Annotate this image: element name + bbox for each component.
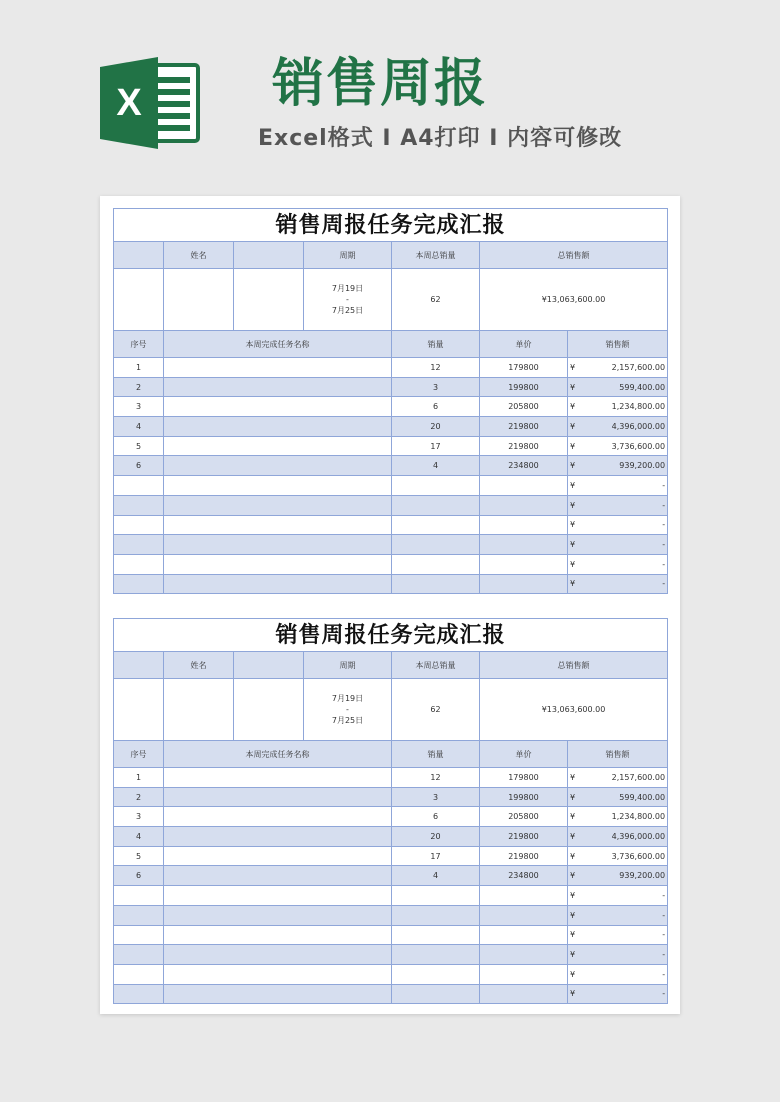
qty-cell[interactable]: 4 — [392, 866, 480, 886]
currency-symbol: ¥ — [570, 540, 576, 550]
sales-cell[interactable] — [568, 417, 668, 437]
task-cell[interactable] — [164, 417, 392, 437]
task-cell[interactable] — [164, 886, 392, 906]
seq-cell[interactable] — [114, 574, 164, 594]
qty-cell[interactable] — [392, 535, 480, 555]
column-header-task: 本周完成任务名称 — [164, 741, 392, 768]
period-separator: - — [346, 705, 349, 714]
seq-cell[interactable]: 2 — [114, 377, 164, 397]
price-cell[interactable] — [480, 476, 568, 496]
sales-cell[interactable] — [568, 574, 668, 594]
report-title: 销售周报任务完成汇报 — [114, 619, 668, 652]
sales-amount: - — [662, 969, 666, 979]
total-sales-label: 总销售额 — [480, 242, 668, 269]
sales-cell[interactable] — [568, 905, 668, 925]
task-cell[interactable] — [164, 495, 392, 515]
task-cell[interactable] — [164, 456, 392, 476]
qty-cell[interactable] — [392, 905, 480, 925]
qty-cell[interactable]: 20 — [392, 417, 480, 437]
name-value-cell[interactable] — [164, 269, 234, 331]
sales-amount: 2,157,600.00 — [611, 362, 666, 372]
task-cell[interactable] — [164, 377, 392, 397]
column-header-sales: 销售额 — [568, 331, 668, 358]
task-cell[interactable] — [164, 768, 392, 788]
sales-cell[interactable] — [568, 945, 668, 965]
seq-cell[interactable]: 4 — [114, 417, 164, 437]
total-sales-value[interactable]: ¥13,063,600.00 — [480, 679, 668, 741]
currency-symbol: ¥ — [570, 851, 576, 861]
qty-cell[interactable] — [392, 574, 480, 594]
table-row — [114, 397, 668, 417]
qty-cell[interactable] — [392, 964, 480, 984]
sales-amount: - — [662, 989, 666, 999]
column-header-sales: 销售额 — [568, 741, 668, 768]
seq-cell[interactable]: 3 — [114, 807, 164, 827]
price-cell[interactable]: 219800 — [480, 417, 568, 437]
sales-amount: - — [662, 500, 666, 510]
sales-amount: - — [662, 950, 666, 960]
qty-cell[interactable] — [392, 495, 480, 515]
price-cell[interactable] — [480, 554, 568, 574]
sales-cell[interactable] — [568, 984, 668, 1004]
page-title: 销售周报 — [272, 54, 489, 114]
table-row — [114, 886, 668, 906]
column-header-price: 单价 — [480, 331, 568, 358]
sales-cell[interactable] — [568, 554, 668, 574]
currency-symbol: ¥ — [570, 500, 576, 510]
report-title: 销售周报任务完成汇报 — [114, 209, 668, 242]
currency-symbol: ¥ — [570, 950, 576, 960]
currency-symbol: ¥ — [570, 520, 576, 530]
sales-amount: 599,400.00 — [619, 792, 666, 802]
sales-cell[interactable] — [568, 886, 668, 906]
price-cell[interactable]: 219800 — [480, 827, 568, 847]
currency-symbol: ¥ — [570, 930, 576, 940]
qty-cell[interactable]: 3 — [392, 787, 480, 807]
table-row — [114, 436, 668, 456]
svg-text:X: X — [116, 82, 142, 124]
column-header-seq: 序号 — [114, 741, 164, 768]
table-row — [114, 905, 668, 925]
currency-symbol: ¥ — [570, 910, 576, 920]
price-cell[interactable] — [480, 886, 568, 906]
price-cell[interactable] — [480, 984, 568, 1004]
sales-cell[interactable] — [568, 397, 668, 417]
info-blank-cell — [234, 652, 304, 679]
seq-cell[interactable]: 3 — [114, 397, 164, 417]
sales-amount: 3,736,600.00 — [611, 851, 666, 861]
currency-symbol: ¥ — [570, 461, 576, 471]
qty-cell[interactable] — [392, 554, 480, 574]
weekly-total-qty-value[interactable]: 62 — [392, 269, 480, 331]
task-cell[interactable] — [164, 397, 392, 417]
sales-cell[interactable] — [568, 535, 668, 555]
seq-cell[interactable] — [114, 495, 164, 515]
period-end: 7月25日 — [331, 306, 364, 315]
table-row — [114, 866, 668, 886]
qty-cell[interactable]: 12 — [392, 768, 480, 788]
currency-symbol: ¥ — [570, 792, 576, 802]
task-cell[interactable] — [164, 925, 392, 945]
table-row — [114, 807, 668, 827]
currency-symbol: ¥ — [570, 421, 576, 431]
qty-cell[interactable]: 17 — [392, 846, 480, 866]
currency-symbol: ¥ — [570, 480, 576, 490]
period-separator: - — [346, 295, 349, 304]
period-value-cell[interactable] — [304, 679, 392, 741]
info-blank-cell — [234, 679, 304, 741]
weekly-total-qty-label: 本周总销量 — [392, 652, 480, 679]
sales-amount: 2,157,600.00 — [611, 772, 666, 782]
sales-amount: 4,396,000.00 — [611, 421, 666, 431]
sales-cell[interactable] — [568, 436, 668, 456]
table-row — [114, 768, 668, 788]
total-sales-value[interactable]: ¥13,063,600.00 — [480, 269, 668, 331]
seq-cell[interactable] — [114, 886, 164, 906]
info-blank-cell — [234, 269, 304, 331]
currency-symbol: ¥ — [570, 989, 576, 999]
qty-cell[interactable] — [392, 984, 480, 1004]
currency-symbol: ¥ — [570, 579, 576, 589]
task-cell[interactable] — [164, 866, 392, 886]
info-blank-cell — [114, 242, 164, 269]
price-cell[interactable] — [480, 925, 568, 945]
task-cell[interactable] — [164, 535, 392, 555]
qty-cell[interactable] — [392, 476, 480, 496]
period-label: 周期 — [304, 242, 392, 269]
currency-symbol: ¥ — [570, 871, 576, 881]
sales-cell[interactable] — [568, 358, 668, 378]
table-row — [114, 846, 668, 866]
sales-cell[interactable] — [568, 768, 668, 788]
sales-amount: - — [662, 930, 666, 940]
task-cell[interactable] — [164, 827, 392, 847]
seq-cell[interactable] — [114, 984, 164, 1004]
sales-amount: 599,400.00 — [619, 382, 666, 392]
qty-cell[interactable]: 17 — [392, 436, 480, 456]
info-blank-cell — [114, 652, 164, 679]
task-cell[interactable] — [164, 846, 392, 866]
sales-report-table — [113, 618, 668, 1004]
seq-cell[interactable] — [114, 925, 164, 945]
table-row — [114, 964, 668, 984]
seq-cell[interactable]: 6 — [114, 866, 164, 886]
task-cell[interactable] — [164, 436, 392, 456]
currency-symbol: ¥ — [570, 969, 576, 979]
seq-cell[interactable] — [114, 515, 164, 535]
table-row — [114, 377, 668, 397]
sales-cell[interactable] — [568, 964, 668, 984]
sales-cell[interactable] — [568, 787, 668, 807]
qty-cell[interactable]: 12 — [392, 358, 480, 378]
info-blank-cell — [114, 679, 164, 741]
sales-amount: 1,234,800.00 — [611, 812, 666, 822]
period-start: 7月19日 — [331, 284, 364, 293]
price-cell[interactable]: 199800 — [480, 377, 568, 397]
seq-cell[interactable] — [114, 476, 164, 496]
task-cell[interactable] — [164, 964, 392, 984]
column-header-task: 本周完成任务名称 — [164, 331, 392, 358]
sales-amount: 4,396,000.00 — [611, 831, 666, 841]
sales-cell[interactable] — [568, 515, 668, 535]
price-cell[interactable]: 199800 — [480, 787, 568, 807]
table-row — [114, 945, 668, 965]
price-cell[interactable]: 219800 — [480, 436, 568, 456]
task-cell[interactable] — [164, 476, 392, 496]
sales-cell[interactable] — [568, 456, 668, 476]
table-row — [114, 515, 668, 535]
sales-cell[interactable] — [568, 495, 668, 515]
price-cell[interactable] — [480, 495, 568, 515]
table-row — [114, 456, 668, 476]
qty-cell[interactable]: 4 — [392, 456, 480, 476]
name-label: 姓名 — [164, 242, 234, 269]
currency-symbol: ¥ — [570, 559, 576, 569]
task-cell[interactable] — [164, 358, 392, 378]
seq-cell[interactable] — [114, 554, 164, 574]
price-cell[interactable] — [480, 905, 568, 925]
currency-symbol: ¥ — [570, 890, 576, 900]
weekly-total-qty-label: 本周总销量 — [392, 242, 480, 269]
price-cell[interactable]: 219800 — [480, 846, 568, 866]
seq-cell[interactable] — [114, 964, 164, 984]
currency-symbol: ¥ — [570, 402, 576, 412]
sales-cell[interactable] — [568, 807, 668, 827]
seq-cell[interactable]: 5 — [114, 846, 164, 866]
task-cell[interactable] — [164, 984, 392, 1004]
column-header-price: 单价 — [480, 741, 568, 768]
sales-amount: - — [662, 579, 666, 589]
task-cell[interactable] — [164, 515, 392, 535]
currency-symbol: ¥ — [570, 831, 576, 841]
sales-amount: - — [662, 480, 666, 490]
qty-cell[interactable]: 6 — [392, 397, 480, 417]
sales-amount: - — [662, 520, 666, 530]
price-cell[interactable]: 234800 — [480, 456, 568, 476]
task-cell[interactable] — [164, 945, 392, 965]
table-row — [114, 495, 668, 515]
sales-cell[interactable] — [568, 827, 668, 847]
sales-amount: - — [662, 910, 666, 920]
table-row — [114, 827, 668, 847]
table-row — [114, 574, 668, 594]
seq-cell[interactable] — [114, 535, 164, 555]
sales-amount: 1,234,800.00 — [611, 402, 666, 412]
task-cell[interactable] — [164, 574, 392, 594]
sales-cell[interactable] — [568, 866, 668, 886]
qty-cell[interactable] — [392, 925, 480, 945]
sales-amount: - — [662, 890, 666, 900]
sales-amount: 3,736,600.00 — [611, 441, 666, 451]
table-row — [114, 554, 668, 574]
column-header-seq: 序号 — [114, 331, 164, 358]
task-cell[interactable] — [164, 787, 392, 807]
a4-paper — [100, 196, 680, 1014]
table-row — [114, 358, 668, 378]
qty-cell[interactable] — [392, 945, 480, 965]
task-cell[interactable] — [164, 554, 392, 574]
period-value-cell[interactable] — [304, 269, 392, 331]
table-row — [114, 535, 668, 555]
sales-cell[interactable] — [568, 925, 668, 945]
sales-amount: 939,200.00 — [619, 461, 666, 471]
info-blank-cell — [114, 269, 164, 331]
price-cell[interactable]: 205800 — [480, 397, 568, 417]
price-cell[interactable]: 205800 — [480, 807, 568, 827]
qty-cell[interactable]: 20 — [392, 827, 480, 847]
sales-amount: 939,200.00 — [619, 871, 666, 881]
price-cell[interactable] — [480, 945, 568, 965]
name-label: 姓名 — [164, 652, 234, 679]
task-cell[interactable] — [164, 905, 392, 925]
sales-cell[interactable] — [568, 476, 668, 496]
page-subtitle: Excel格式 I A4打印 I 内容可修改 — [258, 126, 623, 151]
seq-cell[interactable]: 1 — [114, 358, 164, 378]
period-label: 周期 — [304, 652, 392, 679]
column-header-qty: 销量 — [392, 741, 480, 768]
table-row — [114, 787, 668, 807]
total-sales-label: 总销售额 — [480, 652, 668, 679]
period-end: 7月25日 — [331, 716, 364, 725]
qty-cell[interactable] — [392, 515, 480, 535]
table-row — [114, 925, 668, 945]
weekly-total-qty-value[interactable]: 62 — [392, 679, 480, 741]
table-row — [114, 417, 668, 437]
price-cell[interactable] — [480, 574, 568, 594]
qty-cell[interactable]: 3 — [392, 377, 480, 397]
price-cell[interactable]: 179800 — [480, 358, 568, 378]
price-cell[interactable]: 234800 — [480, 866, 568, 886]
qty-cell[interactable]: 6 — [392, 807, 480, 827]
sales-amount: - — [662, 559, 666, 569]
period-start: 7月19日 — [331, 694, 364, 703]
price-cell[interactable]: 179800 — [480, 768, 568, 788]
sales-cell[interactable] — [568, 377, 668, 397]
currency-symbol: ¥ — [570, 382, 576, 392]
seq-cell[interactable]: 4 — [114, 827, 164, 847]
currency-symbol: ¥ — [570, 362, 576, 372]
price-cell[interactable] — [480, 535, 568, 555]
price-cell[interactable] — [480, 515, 568, 535]
info-blank-cell — [234, 242, 304, 269]
page-header — [0, 0, 780, 195]
seq-cell[interactable]: 6 — [114, 456, 164, 476]
currency-symbol: ¥ — [570, 812, 576, 822]
name-value-cell[interactable] — [164, 679, 234, 741]
qty-cell[interactable] — [392, 886, 480, 906]
price-cell[interactable] — [480, 964, 568, 984]
column-header-qty: 销量 — [392, 331, 480, 358]
sales-amount: - — [662, 540, 666, 550]
currency-symbol: ¥ — [570, 772, 576, 782]
seq-cell[interactable]: 5 — [114, 436, 164, 456]
seq-cell[interactable]: 2 — [114, 787, 164, 807]
seq-cell[interactable] — [114, 945, 164, 965]
table-row — [114, 984, 668, 1004]
seq-cell[interactable] — [114, 905, 164, 925]
sales-cell[interactable] — [568, 846, 668, 866]
seq-cell[interactable]: 1 — [114, 768, 164, 788]
table-row — [114, 476, 668, 496]
task-cell[interactable] — [164, 807, 392, 827]
excel-logo-icon — [100, 57, 202, 149]
sales-report-table — [113, 208, 668, 594]
currency-symbol: ¥ — [570, 441, 576, 451]
